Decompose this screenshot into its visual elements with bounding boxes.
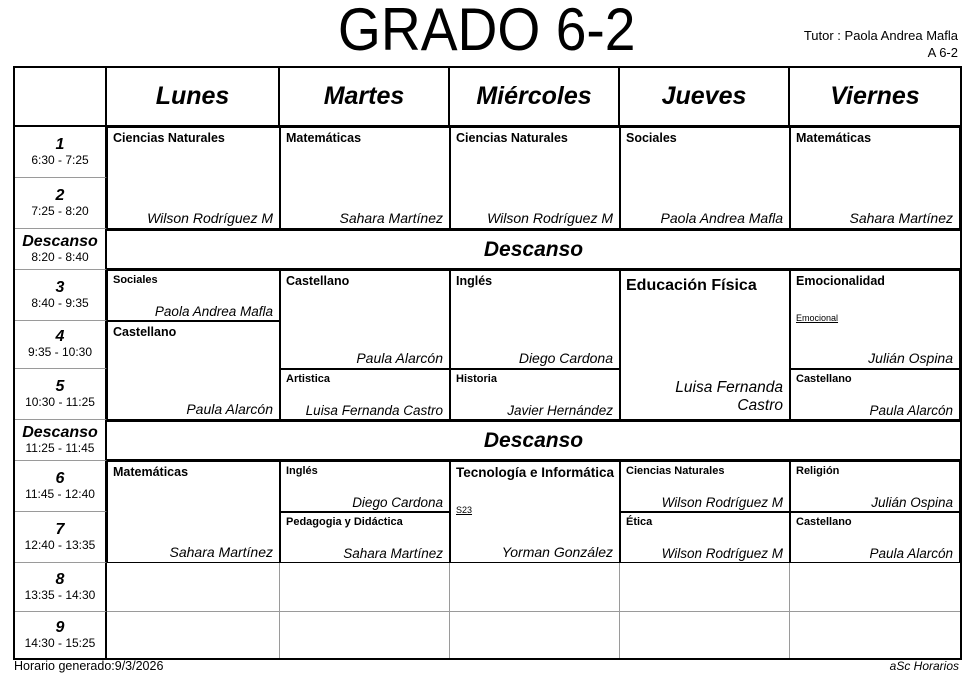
subject-label: Emocionalidad [796,274,885,288]
period-number: 1 [55,135,65,153]
empty-cell [790,612,960,658]
period-time-cell [15,563,107,612]
break-time-cell [15,229,107,270]
period-time: 7:25 - 8:20 [31,203,89,218]
period-time: 8:40 - 9:35 [31,295,89,310]
period-time-cell [15,461,107,512]
tutor-line: Tutor : Paola Andrea Mafla [803,28,958,43]
period-number: 6 [55,469,65,487]
subject-label: Matemáticas [796,131,872,145]
period-time: 12:40 - 13:35 [24,537,96,552]
teacher-label: Sahara Martínez [339,210,443,226]
lesson-block [620,461,790,512]
teacher-label: Luisa Fernanda Castro [305,403,443,418]
subject-label: Ciencias Naturales [113,131,225,145]
period-time: 14:30 - 15:25 [24,635,96,650]
room-label: S23 [456,505,473,515]
period-time: 13:35 - 14:30 [24,587,96,602]
subject-label: Ética [626,516,653,528]
subject-label: Castellano [286,274,350,288]
subject-label: Matemáticas [113,465,189,479]
period-number: 8 [55,570,65,588]
teacher-label: Yorman González [501,544,613,560]
empty-cell [107,612,280,658]
subject-label: Pedagogia y Didáctica [286,516,403,528]
subject-label: Castellano [796,516,852,528]
subject-label: Artistica [286,373,331,385]
break-banner [107,420,960,461]
footer-brand-text: aSc Horarios [889,659,959,673]
break-label: Descanso [22,232,98,250]
teacher-label: Wilson Rodríguez M [147,210,273,226]
day-header-5: Viernes [790,68,960,127]
lesson-block [450,127,620,229]
lesson-block [280,369,450,420]
lesson-block [280,512,450,563]
period-time-cell [15,321,107,369]
tutor-info [804,28,958,62]
break-banner-label: Descanso [483,428,584,452]
teacher-label: Paula Alarcón [869,546,953,561]
empty-cell [107,563,280,612]
empty-cell [280,612,450,658]
subject-label: Inglés [286,465,318,477]
teacher-label: Paola Andrea Mafla [660,210,783,226]
subject-label: Ciencias Naturales [456,131,568,145]
teacher-label: Diego Cardona [518,350,613,366]
teacher-label: Paola Andrea Mafla [154,304,273,319]
period-time: 9:35 - 10:30 [27,345,93,360]
period-time: 11:25 - 11:45 [25,440,95,455]
lesson-block [280,127,450,229]
period-number: 2 [55,186,65,204]
lesson-block [620,512,790,563]
period-number: 3 [55,278,65,296]
period-time-cell [15,178,107,229]
period-number: 7 [55,520,65,538]
lesson-block [450,461,620,563]
teacher-label: Javier Hernández [507,403,613,418]
day-header-2: Martes [280,68,450,127]
empty-cell [790,563,960,612]
subject-label: Tecnología e Informática [456,465,615,480]
lesson-block [620,127,790,229]
teacher-label: Sahara Martínez [169,544,273,560]
teacher-label: Paula Alarcón [869,403,953,418]
teacher-label: Wilson Rodríguez M [661,495,783,510]
schedule-grid [13,66,962,660]
teacher-label: Julián Ospina [868,350,953,366]
page-title-text: GRADO 6-2 [337,0,636,63]
empty-cell [620,612,790,658]
corner-cell [15,68,107,127]
teacher-label: Wilson Rodríguez M [487,210,613,226]
footer-generated-text: Horario generado:9/3/2026 [14,659,164,673]
subject-label: Sociales [626,131,677,145]
day-header-1: Lunes [107,68,280,127]
period-time-cell [15,512,107,563]
lesson-block [450,270,620,369]
lesson-block [280,461,450,512]
teacher-label: Sahara Martínez [343,546,443,561]
period-time: 6:30 - 7:25 [31,152,89,167]
lesson-block [790,369,960,420]
teacher-label: Julián Ospina [871,495,953,510]
subject-label: Historia [456,373,497,385]
lesson-block [107,270,280,321]
subject-label: Ciencias Naturales [626,465,725,477]
lesson-block [790,270,960,369]
teacher-label: Wilson Rodríguez M [661,546,783,561]
subject-label: Matemáticas [286,131,362,145]
lesson-block [450,369,620,420]
subject-label: Castellano [113,325,177,339]
day-header-4: Jueves [620,68,790,127]
break-time-cell [15,420,107,461]
lesson-block [107,461,280,563]
teacher-label: Sahara Martínez [849,210,953,226]
empty-cell [280,563,450,612]
subject-label: Inglés [456,274,493,288]
empty-cell [620,563,790,612]
lesson-block [107,127,280,229]
lesson-block [790,512,960,563]
teacher-label: Luisa Fernanda Castro [675,379,783,415]
lesson-block [620,270,790,420]
empty-cell [450,563,620,612]
empty-cell [450,612,620,658]
period-number: 9 [55,618,65,636]
lesson-block [107,321,280,420]
subject-label: Sociales [113,274,158,286]
lesson-block [790,461,960,512]
room-label: Emocional [796,312,839,323]
teacher-label: Paula Alarcón [186,401,273,417]
break-banner-label: Descanso [483,237,584,261]
subject-label: Castellano [796,373,852,385]
teacher-label: Paula Alarcón [356,350,443,366]
period-number: 4 [55,328,65,346]
lesson-block [790,127,960,229]
group-line: A 6-2 [927,44,958,60]
period-time-cell [15,127,107,178]
period-time: 11:45 - 12:40 [25,486,95,501]
period-time: 10:30 - 11:25 [25,394,95,409]
day-header-3: Miércoles [450,68,620,127]
subject-label: Religión [796,465,840,477]
period-time-cell [15,270,107,321]
lesson-block [280,270,450,369]
break-banner [107,229,960,270]
period-time-cell [15,612,107,658]
subject-label: Educación Física [626,277,757,294]
break-label: Descanso [22,423,98,441]
period-time-cell [15,369,107,420]
period-time: 8:20 - 8:40 [31,249,89,264]
period-number: 5 [55,377,65,395]
teacher-label: Diego Cardona [352,495,443,510]
